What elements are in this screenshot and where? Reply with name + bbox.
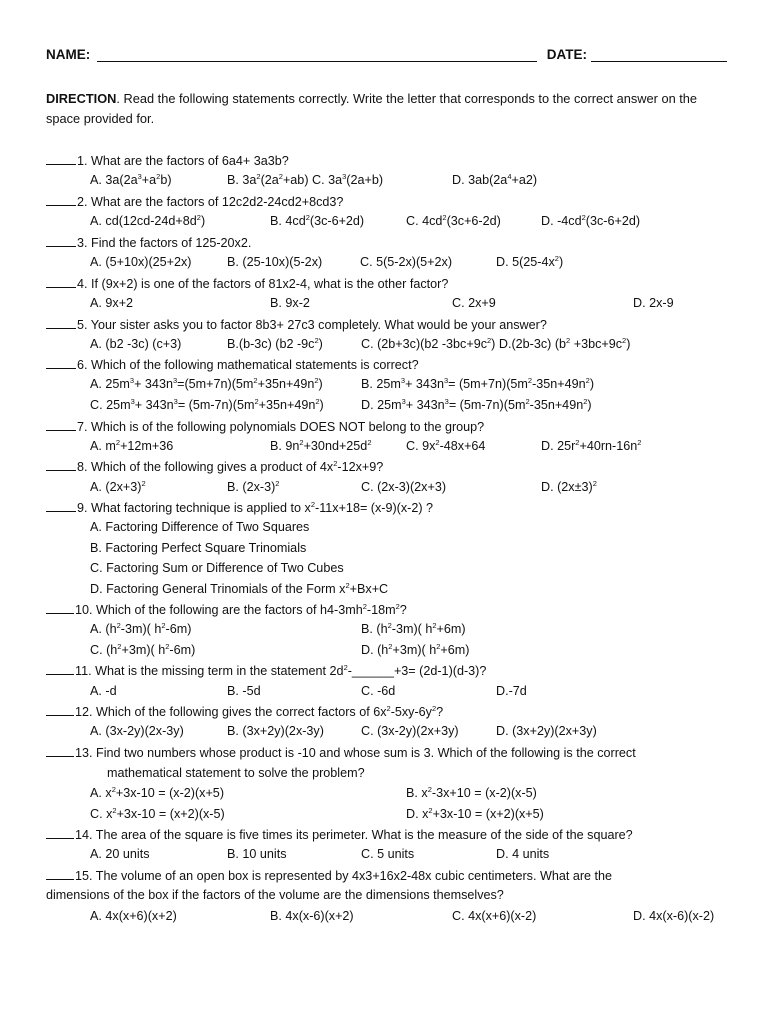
- answer-blank[interactable]: [46, 150, 76, 165]
- date-label: DATE:: [546, 47, 588, 62]
- answer-option: B. 9x-2: [270, 296, 310, 310]
- direction-paragraph: [46, 89, 726, 129]
- answer-blank[interactable]: [46, 456, 76, 471]
- answer-blank[interactable]: [46, 314, 76, 329]
- direction-label: DIRECTION: [46, 91, 117, 106]
- question-stem: Which is of the following polynomials DOES NOT belong to the group?: [91, 420, 485, 434]
- question-6: [46, 354, 419, 375]
- answer-option: D. $3ab(2a^4+a2)$: [452, 171, 538, 187]
- answer-option: C. $9x^2-48x+64$: [406, 437, 486, 453]
- answer-option: C. 2x+9: [452, 296, 496, 310]
- answer-option: A. Factoring Difference of Two Squares: [90, 520, 310, 534]
- question-stem: What is the missing term in the statement $2d^2-\_\_\_\_\_\_+3= (2d-1)(d-3)$?: [95, 662, 487, 678]
- answer-option: C. 5 units: [361, 847, 415, 861]
- answer-option: C. $4cd^2(3c+6-2d)$: [406, 212, 501, 228]
- answer-option: A. 4x(x+6)(x+2): [90, 909, 177, 923]
- question-number: 4.: [77, 277, 92, 291]
- question-number: 11.: [75, 664, 96, 678]
- answer-option: A. $x^2+3x-10 = (x-2)(x+5)$: [90, 784, 225, 800]
- answer-option: C. $x^2+3x-10 = (x+2)(x-5)$: [90, 805, 225, 821]
- question-stem: Your sister asks you to factor 8b3+ 27c3 completely. What would be your answer?: [90, 318, 547, 332]
- answer-option: D. $x^2+3x-10 = (x+2)(x+5)$: [406, 805, 544, 821]
- question-stem: If (9x+2) is one of the factors of 81x2-4, what is the other factor?: [91, 277, 449, 291]
- answer-blank[interactable]: [46, 742, 74, 757]
- answer-option: A. -d: [90, 684, 117, 698]
- answer-option: D. $5(25-4x^2)$: [496, 253, 564, 269]
- answer-option: D. (3x+2y)(2x+3y): [496, 724, 597, 738]
- answer-option: A. 20 units: [90, 847, 150, 861]
- answer-blank[interactable]: [46, 865, 74, 880]
- answer-option: B. $x^2-3x+10 = (x-2)(x-5)$: [406, 784, 537, 800]
- question-stem-continued: dimensions of the box if the factors of the volume are the dimensions themselves?: [46, 888, 504, 902]
- answer-blank[interactable]: [46, 416, 76, 431]
- answer-option: A. $m^2+12m+36$: [90, 437, 174, 453]
- answer-blank[interactable]: [46, 660, 74, 675]
- answer-option: B. (25-10x)(5-2x): [227, 255, 323, 269]
- answer-blank[interactable]: [46, 273, 76, 288]
- answer-option: A. $(2x+3)^2$: [90, 478, 146, 494]
- answer-blank[interactable]: [46, 354, 76, 369]
- answer-option: B. -5d: [227, 684, 261, 698]
- answer-option: B. Factoring Perfect Square Trinomials: [90, 541, 307, 555]
- question-8: [46, 456, 383, 477]
- answer-option: B. $9n^2+30nd+25d^2$: [270, 437, 372, 453]
- answer-option: A. $3a(2a^3+a^2b)$: [90, 171, 172, 187]
- date-blank[interactable]: [591, 47, 727, 62]
- question-stem: What are the factors of 12c2d2-24cd2+8cd3?: [91, 195, 344, 209]
- answer-option: C. 5(5-2x)(5+2x): [360, 255, 453, 269]
- answer-blank[interactable]: [46, 191, 76, 206]
- name-label: NAME:: [46, 47, 91, 62]
- answer-option: B. $4cd^2(3c-6+2d)$: [270, 212, 365, 228]
- answer-option: D.-7d: [496, 684, 527, 698]
- question-stem-continued: mathematical statement to solve the problem?: [107, 766, 365, 780]
- question-11: [46, 660, 486, 681]
- question-stem: Find two numbers whose product is -10 and whose sum is 3. Which of the following is the correct: [96, 746, 636, 760]
- question-9: [46, 497, 433, 518]
- answer-option: C. (2x-3)(2x+3): [361, 480, 447, 494]
- answer-option: C. 4x(x+6)(x-2): [452, 909, 537, 923]
- answer-option: D. $(2x\pm 3)^2$: [541, 478, 597, 494]
- question-number: 6.: [77, 358, 92, 372]
- answer-option: A. $25m^3+ 343n^3=(5m+7n)(5m^2+35n+49n^2)$: [90, 375, 323, 391]
- answer-option: C. (3x-2y)(2x+3y): [361, 724, 459, 738]
- question-stem: Find the factors of 125-20x2.: [91, 236, 252, 250]
- answer-blank[interactable]: [46, 824, 74, 839]
- question-13: [46, 742, 636, 763]
- answer-option: B. 10 units: [227, 847, 287, 861]
- answer-option: C. -6d: [361, 684, 396, 698]
- question-number: 2.: [77, 195, 92, 209]
- question-3: [46, 232, 251, 253]
- question-2: [46, 191, 343, 212]
- question-number: 14.: [75, 828, 96, 842]
- question-number: 1.: [77, 154, 92, 168]
- question-10: [46, 599, 407, 620]
- answer-option: C. (2b+3c)(b2 $-3bc+9c^2$) D.(2b-3c) $(b^2 +3bc+9c^2)$: [361, 335, 631, 351]
- question-12: [46, 701, 443, 722]
- question-stem: What are the factors of 6a4+ 3a3b?: [91, 154, 289, 168]
- question-number: 15.: [75, 869, 96, 883]
- name-blank[interactable]: [97, 47, 537, 62]
- answer-option: D. 4 units: [496, 847, 550, 861]
- question-number: 5.: [77, 318, 91, 332]
- answer-option: B. $(2x-3)^2$: [227, 478, 280, 494]
- answer-option: A. $cd(12cd-24d+8d^2)$: [90, 212, 206, 228]
- question-1: [46, 150, 289, 171]
- question-stem: Which of the following mathematical statements is correct?: [91, 358, 419, 372]
- answer-option: D. Factoring General Trinomials of the Form $x^2+Bx+C$: [90, 580, 389, 596]
- question-stem: What factoring technique is applied to $x^2-11x+18= (x-9)(x-2)$ ?: [91, 499, 434, 515]
- question-4: [46, 273, 448, 294]
- question-stem: Which of the following are the factors of $h4-3mh^2-18m^2$?: [96, 601, 407, 617]
- question-number: 7.: [77, 420, 92, 434]
- question-number: 13.: [75, 746, 97, 760]
- answer-option: B. $3a^2(2a^2+ab)$ C. $3a^3(2a+b)$: [227, 171, 384, 187]
- header-row: [46, 47, 722, 62]
- question-number: 3.: [77, 236, 92, 250]
- answer-blank[interactable]: [46, 497, 76, 512]
- answer-option: A. 9x+2: [90, 296, 134, 310]
- answer-option: B. $25m^3+ 343n^3= (5m+7n)(5m^2-35n+49n^2)$: [361, 375, 595, 391]
- answer-option: B. $(h^2-3m)$( $h^2+6m$): [361, 620, 466, 636]
- answer-option: C. Factoring Sum or Difference of Two Cubes: [90, 561, 344, 575]
- answer-option: C. $(h^2+3m)$( $h^2-6m$): [90, 641, 196, 657]
- answer-option: D. $-4cd^2(3c-6+2d)$: [541, 212, 641, 228]
- answer-option: D. $25m^3+ 343n^3= (5m-7n)(5m^2-35n+49n^2)$: [361, 396, 592, 412]
- answer-option: A. (5+10x)(25+2x): [90, 255, 192, 269]
- direction-text: . Read the following statements correctly. Write the letter that corresponds to the correct answer on the space provided for.: [46, 91, 698, 126]
- answer-blank[interactable]: [46, 599, 74, 614]
- question-14: [46, 824, 633, 845]
- question-stem: Which of the following gives a product of $4x^2-12x+9$?: [91, 458, 384, 474]
- question-stem: The area of the square is five times its perimeter. What is the measure of the side of the square?: [95, 828, 633, 842]
- question-number: 8.: [77, 460, 92, 474]
- answer-option: D. 2x-9: [633, 296, 674, 310]
- answer-option: D. $25r^2+40rn-16n^2$: [541, 437, 642, 453]
- answer-option: A. $(h^2-3m)$( $h^2-6m$): [90, 620, 192, 636]
- answer-blank[interactable]: [46, 232, 76, 247]
- question-stem: Which of the following gives the correct factors of $6x^2-5xy-6y^2$?: [96, 703, 444, 719]
- answer-option: A. (3x-2y)(2x-3y): [90, 724, 184, 738]
- question-number: 10.: [75, 603, 97, 617]
- answer-option: B. (3x+2y)(2x-3y): [227, 724, 324, 738]
- question-number: 9.: [77, 501, 92, 515]
- question-number: 12.: [75, 705, 97, 719]
- answer-blank[interactable]: [46, 701, 74, 716]
- answer-option: D. $(h^2+3m)$( $h^2+6m$): [361, 641, 470, 657]
- question-15: [46, 865, 612, 886]
- answer-option: D. 4x(x-6)(x-2): [633, 909, 715, 923]
- answer-option: B.(b-3c) (b2 $-9c^2$): [227, 335, 323, 351]
- answer-option: C. $25m^3+ 343n^3= (5m-7n)(5m^2+35n+49n^2)$: [90, 396, 324, 412]
- question-7: [46, 416, 484, 437]
- question-stem: The volume of an open box is represented by 4x3+16x2-48x cubic centimeters. What are the: [95, 869, 613, 883]
- answer-option: A. (b2 -3c) (c+3): [90, 337, 182, 351]
- answer-option: B. 4x(x-6)(x+2): [270, 909, 354, 923]
- question-5: [46, 314, 547, 335]
